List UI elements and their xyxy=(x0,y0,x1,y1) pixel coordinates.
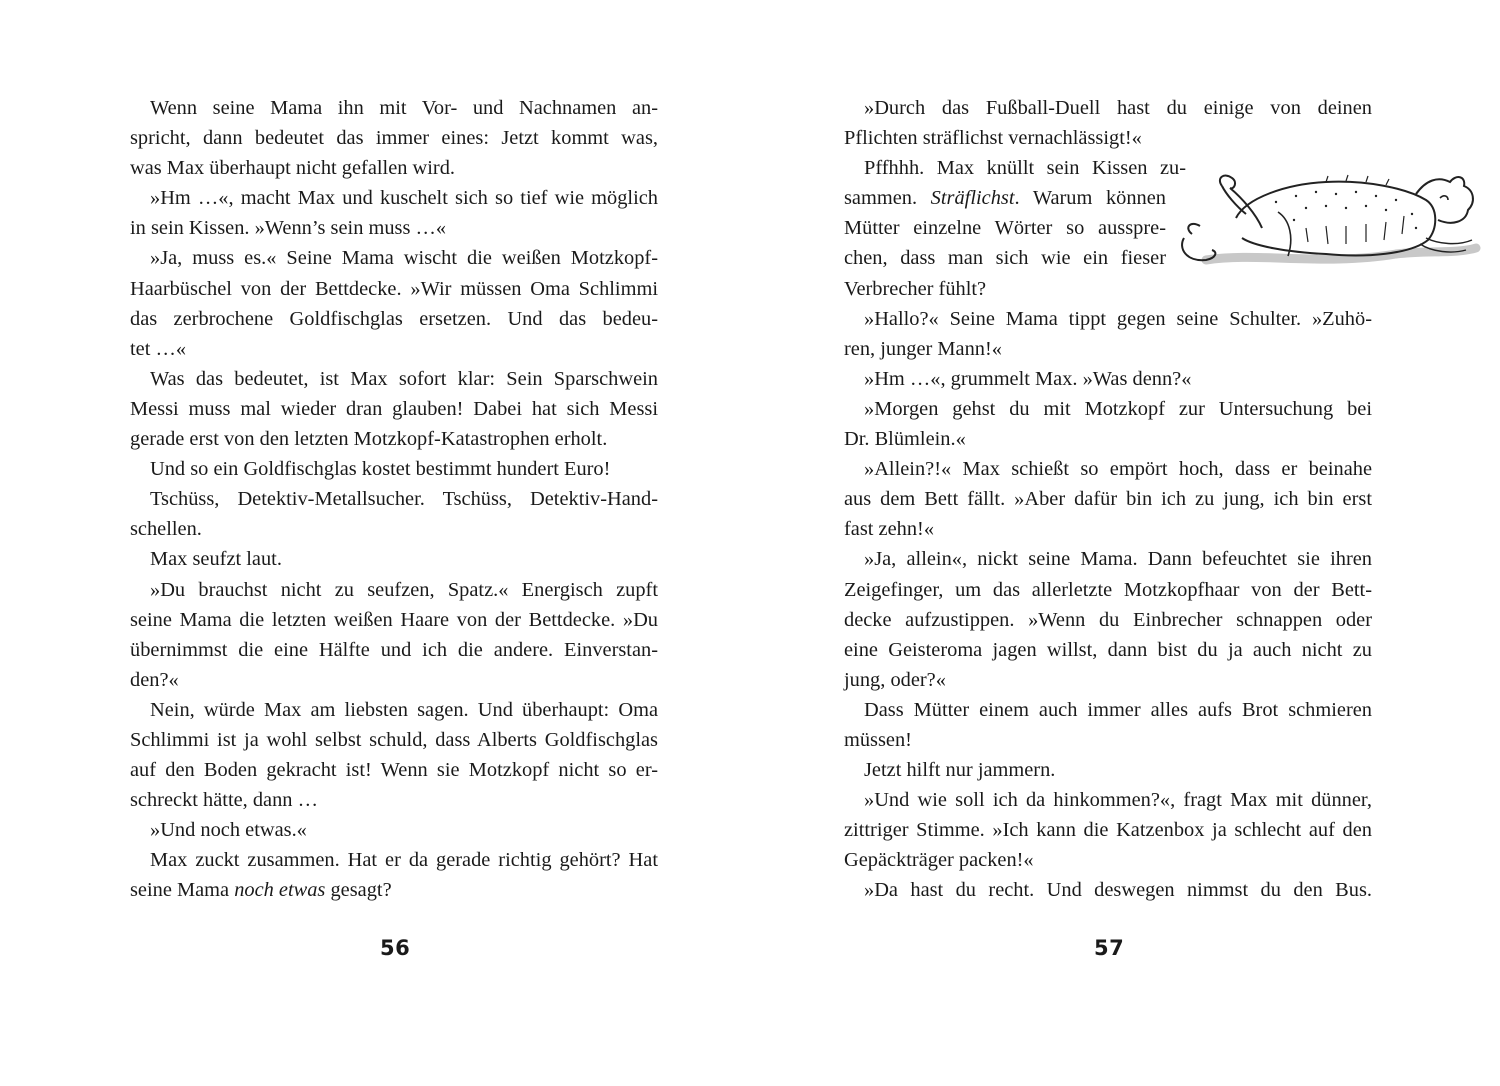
text-line: spricht, dann bedeutet das immer eines: Jetzt kommt was, xyxy=(130,127,658,150)
text-line: fast zehn!« xyxy=(844,518,935,541)
text-line: decke aufzustippen. »Wenn du Einbrecher schnappen oder xyxy=(844,608,1372,631)
text-line: »Morgen gehst du mit Motzkopf zur Untersuchung bei xyxy=(864,397,1372,420)
text-line: den?« xyxy=(130,668,179,691)
text-line: »Du brauchst nicht zu seufzen, Spatz.« Energisch zupft xyxy=(150,578,658,601)
text-line: Max zuckt zusammen. Hat er da gerade richtig gehört? Hat xyxy=(150,849,658,872)
text-line: Max seufzt laut. xyxy=(150,548,282,571)
text-line: müssen! xyxy=(844,728,912,751)
text-line: »Hm …«, grummelt Max. »Was denn?« xyxy=(864,367,1192,390)
text-line: ren, junger Mann!« xyxy=(844,337,1002,360)
text-line: Messi muss mal wieder dran glauben! Dabei hat sich Messi xyxy=(130,397,658,420)
text-line: tet …« xyxy=(130,337,187,360)
text-line: »Da hast du recht. Und deswegen nimmst du den Bus. xyxy=(864,879,1372,902)
text-line: Dr. Blümlein.« xyxy=(844,428,966,451)
text-line: schellen. xyxy=(130,518,202,541)
text-line: auf den Boden gekracht ist! Wenn sie Motzkopf nicht so er- xyxy=(130,759,658,782)
text-line: »Hallo?« Seine Mama tippt gegen seine Schulter. »Zuhö- xyxy=(864,307,1372,330)
page-number-left: 56 xyxy=(380,936,411,960)
text-line: übernimmst die eine Hälfte und ich die andere. Einverstan- xyxy=(130,638,658,661)
text-line: Was das bedeutet, ist Max sofort klar: Sein Sparschwein xyxy=(150,367,658,390)
text-line: schreckt hätte, dann … xyxy=(130,789,318,812)
text-line xyxy=(844,183,1166,213)
text-line: in sein Kissen. »Wenn’s sein muss …« xyxy=(130,217,447,240)
text-fragment: . Warum können xyxy=(1014,187,1166,210)
text-line: was Max überhaupt nicht gefallen wird. xyxy=(130,157,456,180)
text-line: eine Geisteroma jagen willst, dann bist du ja auch nicht zu xyxy=(844,638,1372,661)
text-line: Jetzt hilft nur jammern. xyxy=(864,759,1056,782)
emphasis-text: noch etwas xyxy=(234,879,326,902)
text-line: Pffhhh. Max knüllt sein Kissen zu- xyxy=(864,157,1186,180)
text-line: jung, oder?« xyxy=(844,668,946,691)
text-line: Verbrecher fühlt? xyxy=(844,277,987,300)
text-line: gerade erst von den letzten Motzkopf-Katastrophen erholt. xyxy=(130,428,608,451)
text-line: Haarbüschel von der Bettdecke. »Wir müssen Oma Schlimmi xyxy=(130,277,658,300)
text-line: »Ja, muss es.« Seine Mama wischt die weißen Motzkopf- xyxy=(150,247,658,270)
text-line: Schlimmi ist ja wohl selbst schuld, dass Alberts Goldfischglas xyxy=(130,728,658,751)
text-line: Wenn seine Mama ihn mit Vor- und Nachnamen an- xyxy=(150,97,658,119)
text-line: zittriger Stimme. »Ich kann die Katzenbox ja schlecht auf den xyxy=(844,819,1372,842)
text-line: Zeigefinger, um das allerletzte Motzkopfhaar von der Bett- xyxy=(844,578,1372,601)
text-line: aus dem Bett fällt. »Aber dafür bin ich zu jung, ich bin erst xyxy=(844,488,1372,511)
text-line: Dass Mütter einem auch immer alles aufs Brot schmieren xyxy=(864,698,1372,721)
text-line: Tschüss, Detektiv-Metallsucher. Tschüss, Detektiv-Hand- xyxy=(150,488,658,511)
text-line: Mütter einzelne Wörter so ausspre- xyxy=(844,217,1166,240)
text-fragment: gesagt? xyxy=(325,879,392,902)
text-line: Und so ein Goldfischglas kostet bestimmt hundert Euro! xyxy=(150,458,611,481)
cat-illustration-icon xyxy=(1176,168,1482,280)
text-line xyxy=(130,875,658,905)
text-line: seine Mama die letzten weißen Haare von der Bettdecke. »Du xyxy=(130,608,658,631)
text-line: das zerbrochene Goldfischglas ersetzen. Und das bedeu- xyxy=(130,307,658,330)
text-line: »Und noch etwas.« xyxy=(150,819,307,842)
text-line: »Durch das Fußball-Duell hast du einige von deinen xyxy=(864,97,1372,119)
emphasis-text: Sträflichst xyxy=(930,187,1015,210)
text-line: »Allein?!« Max schießt so empört hoch, dass er beinahe xyxy=(864,458,1372,481)
text-fragment: sammen. xyxy=(844,187,931,210)
text-line: »Ja, allein«, nickt seine Mama. Dann befeuchtet sie ihren xyxy=(864,548,1372,571)
text-line: Pflichten sträflichst vernachlässigt!« xyxy=(844,127,1142,150)
text-line: »Und wie soll ich da hinkommen?«, fragt Max mit dünner, xyxy=(864,789,1372,812)
text-fragment: seine Mama xyxy=(130,879,235,902)
text-line: Gepäckträger packen!« xyxy=(844,849,1034,872)
page-number-right: 57 xyxy=(1094,936,1125,960)
text-line: chen, dass man sich wie ein fieser xyxy=(844,247,1166,270)
text-line: »Hm …«, macht Max und kuschelt sich so tief wie möglich xyxy=(150,187,658,210)
left-page xyxy=(130,93,658,906)
text-line: Nein, würde Max am liebsten sagen. Und überhaupt: Oma xyxy=(150,698,658,721)
